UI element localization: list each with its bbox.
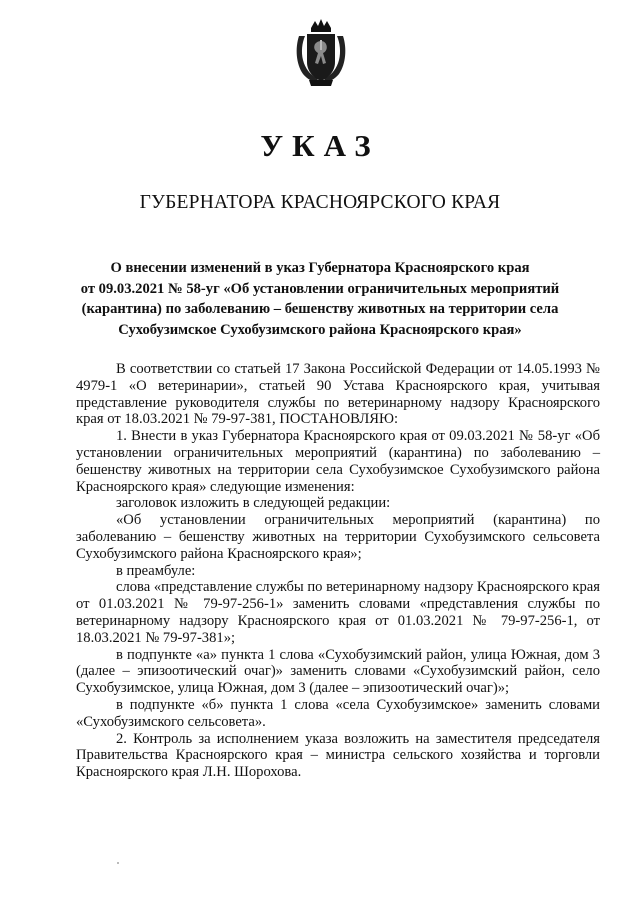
heading-line: (карантина) по заболеванию – бешенству животных на территории села: [81, 301, 559, 317]
paragraph-item-2: 2. Контроль за исполнением указа возложить на заместителя председателя Правительства Красноярского края – министра сельского хозяйства и торговли Красноярского края Л.Н. Шорохова.: [76, 730, 600, 781]
paragraph-words-change: слова «представление службы по ветеринарному надзору Красноярского края от 01.03.2021 № 79-97-256-1» заменить словами «представления службы по ветеринарному надзору Красноярского края от 01.03.2021 № 79-97-256-1, от 18.03.2021 № 79-97-381»;: [76, 579, 600, 646]
paragraph-preamble: В соответствии со статьей 17 Закона Российской Федерации от 14.05.1993 № 4979-1 «О ветеринарии», статьей 90 Устава Красноярского края, учитывая представление руководителя службы по ветеринарному надзору Красноярского края от 18.03.2021 № 79-97-381, ПОСТАНОВЛЯЮ:: [76, 361, 600, 428]
coat-of-arms-emblem-icon: [293, 18, 349, 88]
heading-line: от 09.03.2021 № 58-уг «Об установлении ограничительных мероприятий: [80, 280, 560, 297]
scan-speck: [117, 862, 119, 864]
document-heading: [70, 258, 570, 340]
document-title: УКАЗ: [260, 128, 380, 163]
document-subtitle: ГУБЕРНАТОРА КРАСНОЯРСКОГО КРАЯ: [139, 192, 501, 213]
heading-line: О внесении изменений в указ Губернатора Красноярского края: [110, 260, 530, 276]
paragraph-subitem-b: в подпункте «б» пункта 1 слова «села Сухобузимское» заменить словами «Сухобузимского сельсовета».: [76, 696, 600, 730]
paragraph-title-change: заголовок изложить в следующей редакции:: [116, 495, 391, 512]
paragraph-item-1: 1. Внести в указ Губернатора Красноярского края от 09.03.2021 № 58-уг «Об установлении ограничительных мероприятий (карантина) по заболеванию – бешенству животных на территории села Сухобузимское Сухобузимского района Красноярского края» следующие изменения:: [76, 428, 600, 495]
paragraph-subitem-a: в подпункте «а» пункта 1 слова «Сухобузимский район, улица Южная, дом 3 (далее – эпизоотический очаг)» заменить словами «Сухобузимский район, село Сухобузимское, улица Южная, дом 3 (далее – эпизоотический очаг)»;: [76, 646, 600, 697]
paragraph-preamble-change: в преамбуле:: [116, 562, 196, 579]
heading-line: Сухобузимское Сухобузимского района Красноярского края»: [118, 321, 522, 338]
paragraph-new-title: «Об установлении ограничительных мероприятий (карантина) по заболеванию – бешенству животных на территории Сухобузимского сельсовета Сухобузимского района Красноярского края»;: [76, 512, 600, 562]
document-body: [76, 361, 600, 781]
